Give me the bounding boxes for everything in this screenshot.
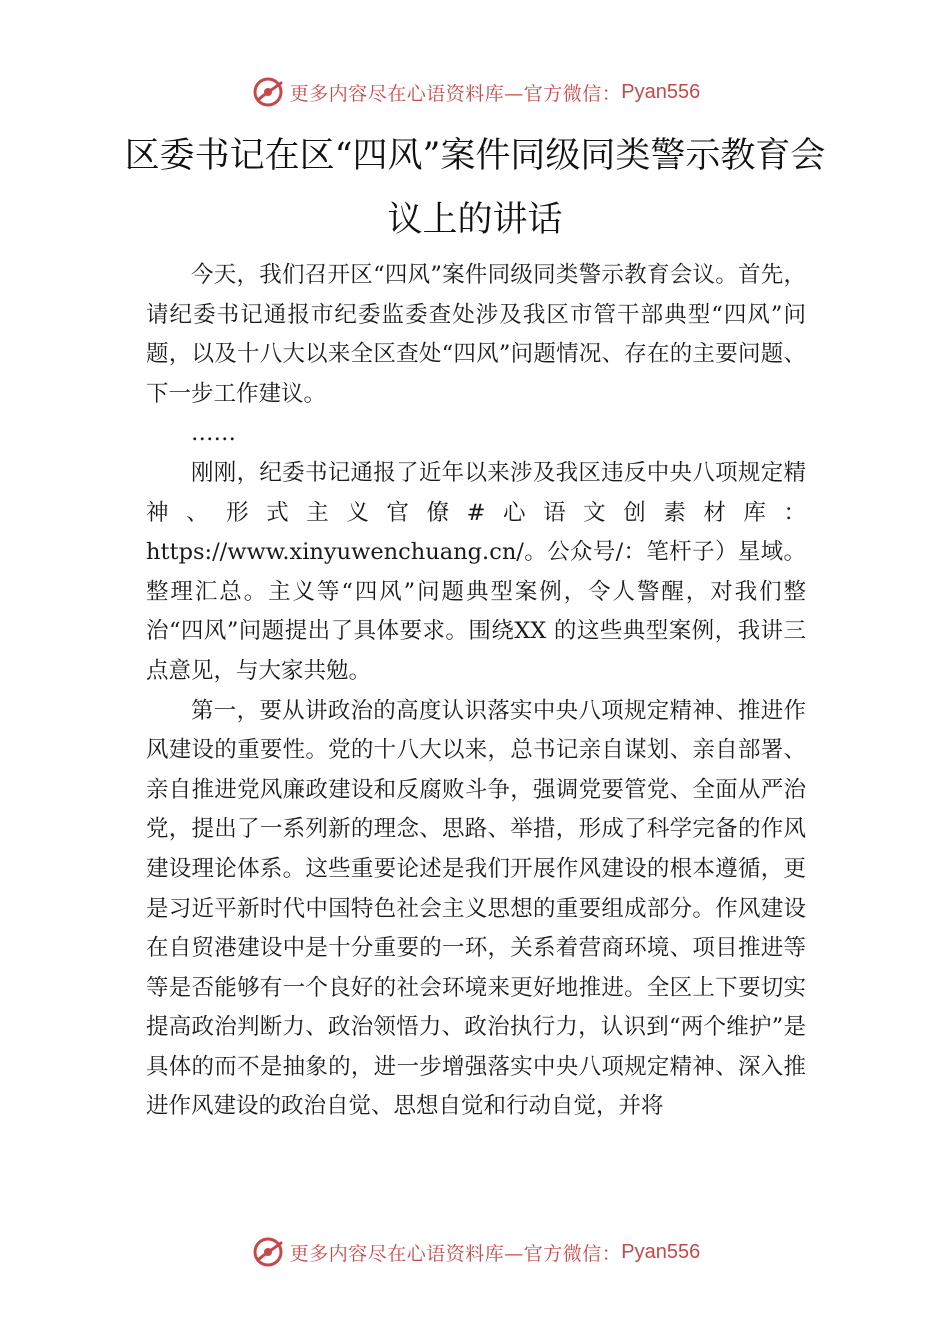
logo-icon bbox=[250, 1234, 286, 1270]
paragraph: 刚刚，纪委书记通报了近年以来涉及我区违反中央八项规定精神、形式主义官僚#心语文创素材库：https://www.xinyuwenchuang.cn/。公众号/：笔杆子）星域。整理汇总。主义等“四风”问题典型案例，令人警醒，对我们整治“四风”问题提出了具体要求。围绕XX 的这些典型案例，我讲三点意见，与大家共勉。 bbox=[146, 459, 806, 684]
watermark-banner-top bbox=[0, 72, 950, 112]
paragraph: …… bbox=[191, 420, 236, 447]
paragraph: 第一，要从讲政治的高度认识落实中央八项规定精神、推进作风建设的重要性。党的十八大以来，总书记亲自谋划、亲自部署、亲自推进党风廉政建设和反腐败斗争，强调党要管党、全面从严治党，提出了一系列新的理念、思路、举措，形成了科学完备的作风建设理论体系。这些重要论述是我们开展作风建设的根本遵循，更是习近平新时代中国特色社会主义思想的重要组成部分。作风建设在自贸港建设中是十分重要的一环，关系着营商环境、项目推进等等是否能够有一个良好的社会环境来更好地推进。全区上下要切实提高政治判断力、政治领悟力、政治执行力，认识到“两个维护”是具体的而不是抽象的，进一步增强落实中央八项规定精神、深入推进作风建设的政治自觉、思想自觉和行动自觉，并将 bbox=[146, 697, 806, 1120]
watermark-account: Pyan556 bbox=[621, 1240, 701, 1263]
document-title: 区委书记在区“四风”案件同级同类警示教育会议上的讲话 bbox=[124, 136, 826, 240]
document-body bbox=[146, 256, 806, 1127]
watermark-account: Pyan556 bbox=[621, 80, 701, 103]
watermark-text: 更多内容尽在心语资料库—官方微信： bbox=[289, 1242, 622, 1265]
watermark-text: 更多内容尽在心语资料库—官方微信： bbox=[289, 82, 622, 105]
watermark-banner-bottom bbox=[0, 1232, 950, 1272]
logo-icon bbox=[250, 74, 286, 110]
paragraph: 今天，我们召开区“四风”案件同级同类警示教育会议。首先，请纪委书记通报市纪委监委查处涉及我区市管干部典型“四风”问题，以及十八大以来全区查处“四风”问题情况、存在的主要问题、下一步工作建议。 bbox=[146, 262, 806, 407]
